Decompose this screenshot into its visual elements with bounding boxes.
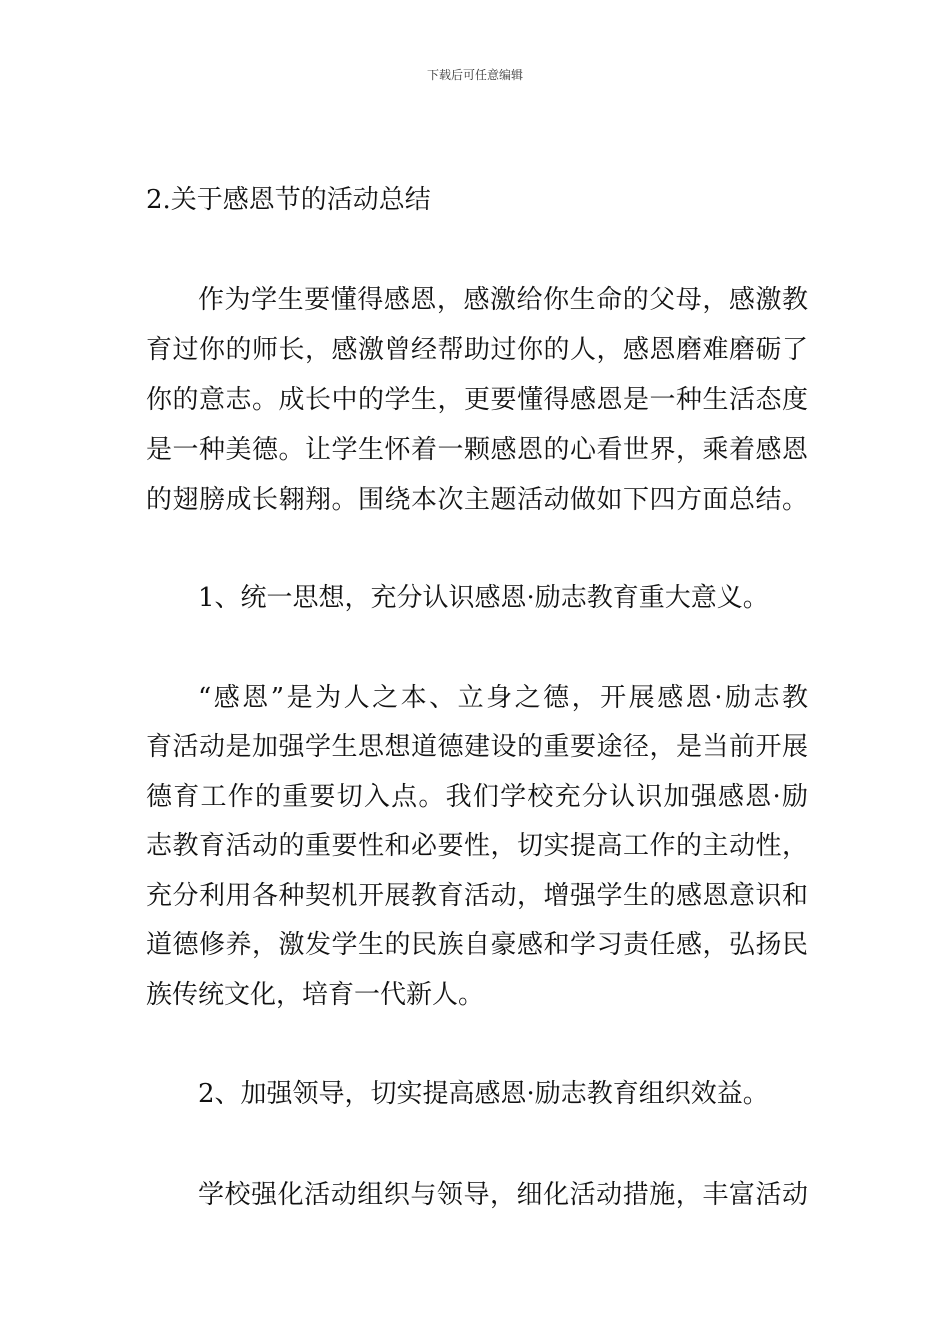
paragraph-line: 育过你的师长，感激曾经帮助过你的人，感恩磨难磨砺了 <box>146 335 808 365</box>
paragraph-line: 志教育活动的重要性和必要性，切实提高工作的主动性， <box>146 831 808 861</box>
paragraph-line: 作为学生要懂得感恩，感激给你生命的父母，感激教 <box>198 285 808 315</box>
paragraph-line: 的翅膀成长翱翔。围绕本次主题活动做如下四方面总结。 <box>146 485 808 515</box>
paragraph-line: “感恩”是为人之本、立身之德，开展感恩·励志教 <box>198 683 808 713</box>
paragraph-line: 族传统文化，培育一代新人。 <box>146 980 485 1010</box>
page-header: 下载后可任意编辑 <box>426 68 523 82</box>
paragraph-line: 充分利用各种契机开展教育活动，增强学生的感恩意识和 <box>146 881 808 911</box>
paragraph-line: 你的意志。成长中的学生，更要懂得感恩是一种生活态度 <box>146 385 808 415</box>
section-heading-2: 2、加强领导，切实提高感恩·励志教育组织效益。 <box>198 1079 769 1109</box>
section-heading-1: 1、统一思想，充分认识感恩·励志教育重大意义。 <box>198 583 769 613</box>
paragraph-line: 德育工作的重要切入点。我们学校充分认识加强感恩·励 <box>146 782 808 812</box>
paragraph-line: 育活动是加强学生思想道德建设的重要途径，是当前开展 <box>146 732 808 762</box>
document-title: 2.关于感恩节的活动总结 <box>146 185 431 215</box>
paragraph-line: 是一种美德。让学生怀着一颗感恩的心看世界，乘着感恩 <box>146 435 808 465</box>
paragraph-line: 学校强化活动组织与领导，细化活动措施，丰富活动 <box>198 1180 808 1210</box>
paragraph-line: 道德修养，激发学生的民族自豪感和学习责任感，弘扬民 <box>146 930 808 960</box>
